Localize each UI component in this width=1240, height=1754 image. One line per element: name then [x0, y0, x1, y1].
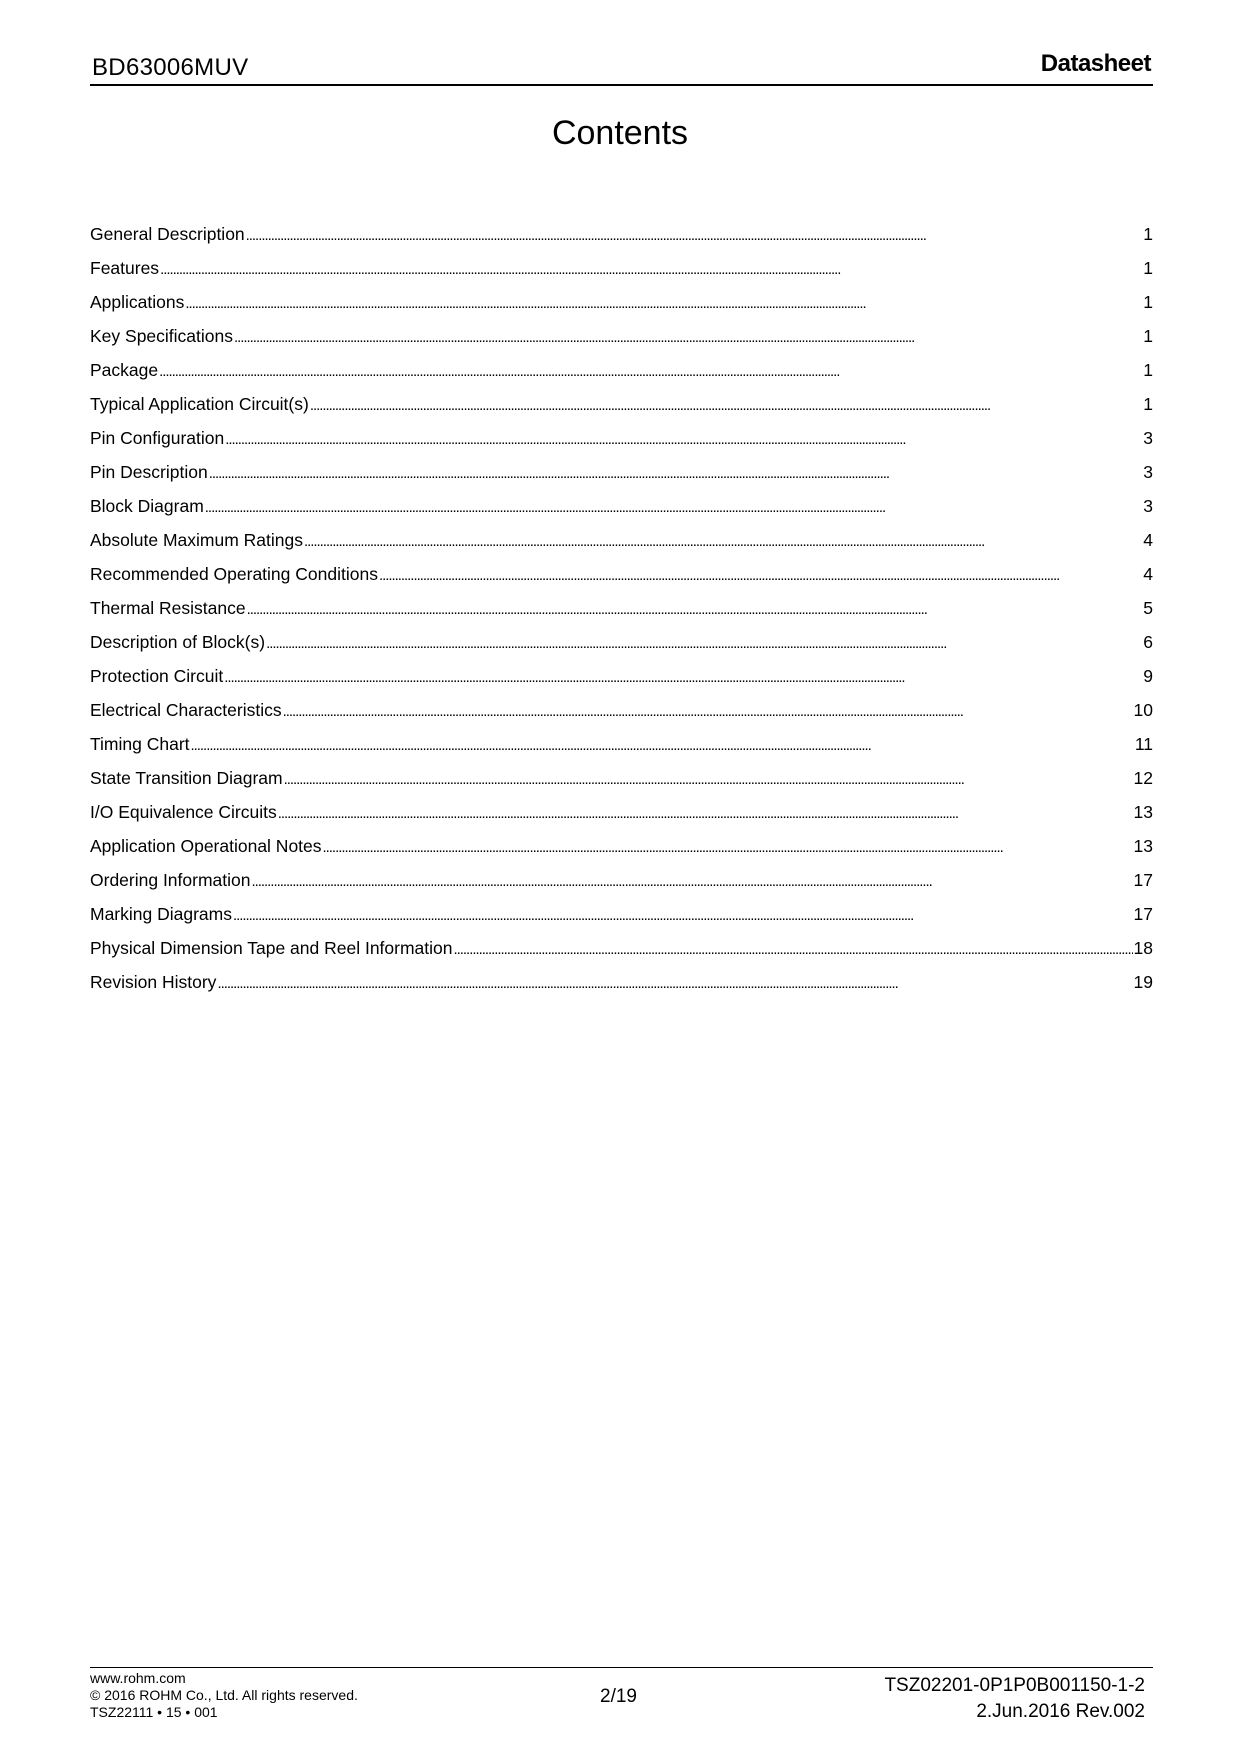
toc-dot-leader: [454, 931, 1133, 967]
toc-entry[interactable]: [90, 353, 1153, 387]
toc-entry[interactable]: [90, 421, 1153, 455]
toc-dot-leader: [224, 659, 1142, 695]
toc-entry[interactable]: [90, 557, 1153, 591]
toc-entry-page: 1: [1143, 258, 1153, 278]
toc-dot-leader: [209, 455, 1143, 491]
toc-entry-label: Physical Dimension Tape and Reel Information: [90, 938, 453, 958]
toc-entry-label: Pin Description: [90, 462, 208, 482]
footer-right: [884, 1673, 1145, 1725]
toc-entry-page: 1: [1143, 292, 1153, 312]
toc-entry-page: 3: [1143, 496, 1153, 516]
toc-entry[interactable]: [90, 897, 1153, 931]
toc-entry[interactable]: [90, 829, 1153, 863]
toc-entry[interactable]: [90, 319, 1153, 353]
toc-entry-label: Applications: [90, 292, 185, 312]
toc-entry-page: 11: [1134, 734, 1153, 754]
page-title: Contents: [551, 114, 689, 152]
toc-entry-page: 1: [1143, 394, 1153, 414]
toc-entry-page: 13: [1133, 802, 1153, 822]
footer-copyright: © 2016 ROHM Co., Ltd. All rights reserved.: [90, 1687, 358, 1703]
toc-entry-label: Revision History: [90, 972, 217, 992]
toc-entry-label: Recommended Operating Conditions: [90, 564, 378, 584]
toc-entry[interactable]: [90, 285, 1153, 319]
toc-entry[interactable]: [90, 795, 1153, 829]
toc-entry-page: 5: [1143, 598, 1153, 618]
toc-dot-leader: [266, 625, 1142, 661]
toc-dot-leader: [191, 727, 1134, 763]
toc-entry-label: Protection Circuit: [90, 666, 224, 686]
doc-number: TSZ02201-0P1P0B001150-1-2: [884, 1675, 1145, 1696]
toc-entry-label: Marking Diagrams: [90, 904, 232, 924]
date-revision: 2.Jun.2016 Rev.002: [976, 1701, 1145, 1722]
toc-dot-leader: [233, 897, 1133, 933]
toc-dot-leader: [304, 523, 1142, 559]
footer-form-code: TSZ22111 • 15 • 001: [90, 1704, 218, 1720]
toc-entry-label: Package: [90, 360, 159, 380]
part-number: BD63006MUV: [92, 54, 249, 81]
toc-dot-leader: [278, 795, 1133, 831]
toc-entry-page: 10: [1133, 700, 1153, 720]
toc-dot-leader: [160, 251, 1142, 287]
toc-entry[interactable]: [90, 659, 1153, 693]
toc-entry[interactable]: [90, 863, 1153, 897]
toc-dot-leader: [247, 591, 1143, 627]
toc-dot-leader: [217, 965, 1132, 1001]
toc-entry-page: 1: [1143, 360, 1153, 380]
toc-dot-leader: [246, 217, 1143, 253]
toc-entry-label: Key Specifications: [90, 326, 233, 346]
toc-entry-label: General Description: [90, 224, 245, 244]
toc-entry[interactable]: [90, 727, 1153, 761]
toc-entry-label: Typical Application Circuit(s): [90, 394, 309, 414]
page-header: [90, 48, 1153, 86]
toc-entry-page: 4: [1143, 564, 1153, 584]
toc-entry-label: Ordering Information: [90, 870, 251, 890]
footer-website: www.rohm.com: [90, 1670, 186, 1686]
toc-entry-label: Absolute Maximum Ratings: [90, 530, 303, 550]
toc-entry-page: 3: [1143, 428, 1153, 448]
page-footer: [90, 1667, 1153, 1728]
toc-entry-page: 12: [1133, 768, 1153, 788]
toc-entry-page: 6: [1143, 632, 1153, 652]
toc-entry[interactable]: [90, 965, 1153, 999]
page-indicator: 2/19: [600, 1686, 637, 1707]
footer-left: [90, 1670, 358, 1721]
toc-dot-leader: [323, 829, 1133, 865]
toc-entry-label: I/O Equivalence Circuits: [90, 802, 277, 822]
toc-entry[interactable]: [90, 625, 1153, 659]
toc-entry[interactable]: [90, 251, 1153, 285]
toc-entry-label: Description of Block(s): [90, 632, 266, 652]
toc-entry-label: State Transition Diagram: [90, 768, 283, 788]
toc-entry[interactable]: [90, 693, 1153, 727]
toc-entry[interactable]: [90, 217, 1153, 251]
toc-entry-label: Thermal Resistance: [90, 598, 246, 618]
toc-dot-leader: [234, 319, 1142, 355]
toc-entry[interactable]: [90, 455, 1153, 489]
toc-dot-leader: [252, 863, 1133, 899]
toc-entry-label: Block Diagram: [90, 496, 204, 516]
toc-entry[interactable]: [90, 931, 1153, 965]
toc-dot-leader: [225, 421, 1142, 457]
toc-entry-label: Electrical Characteristics: [90, 700, 282, 720]
toc-dot-leader: [185, 285, 1142, 321]
table-of-contents: [90, 217, 1153, 999]
toc-entry[interactable]: [90, 523, 1153, 557]
toc-dot-leader: [283, 693, 1133, 729]
toc-entry-page: 13: [1133, 836, 1153, 856]
toc-entry[interactable]: [90, 489, 1153, 523]
toc-entry-page: 4: [1143, 530, 1153, 550]
toc-dot-leader: [159, 353, 1142, 389]
toc-entry-page: 17: [1133, 870, 1153, 890]
toc-entry-label: Features: [90, 258, 160, 278]
toc-entry-page: 1: [1143, 224, 1153, 244]
toc-entry-page: 18: [1133, 938, 1153, 958]
toc-entry-page: 1: [1143, 326, 1153, 346]
toc-entry[interactable]: [90, 591, 1153, 625]
toc-entry[interactable]: [90, 387, 1153, 421]
doc-type: Datasheet: [1040, 50, 1151, 77]
toc-entry[interactable]: [90, 761, 1153, 795]
toc-entry-page: 19: [1133, 972, 1153, 992]
toc-dot-leader: [310, 387, 1142, 423]
toc-entry-page: 9: [1143, 666, 1153, 686]
toc-entry-page: 3: [1143, 462, 1153, 482]
toc-dot-leader: [284, 761, 1133, 797]
toc-entry-label: Pin Configuration: [90, 428, 225, 448]
toc-dot-leader: [205, 489, 1142, 525]
toc-dot-leader: [379, 557, 1142, 593]
toc-entry-label: Timing Chart: [90, 734, 190, 754]
toc-entry-label: Application Operational Notes: [90, 836, 322, 856]
toc-entry-page: 17: [1133, 904, 1153, 924]
